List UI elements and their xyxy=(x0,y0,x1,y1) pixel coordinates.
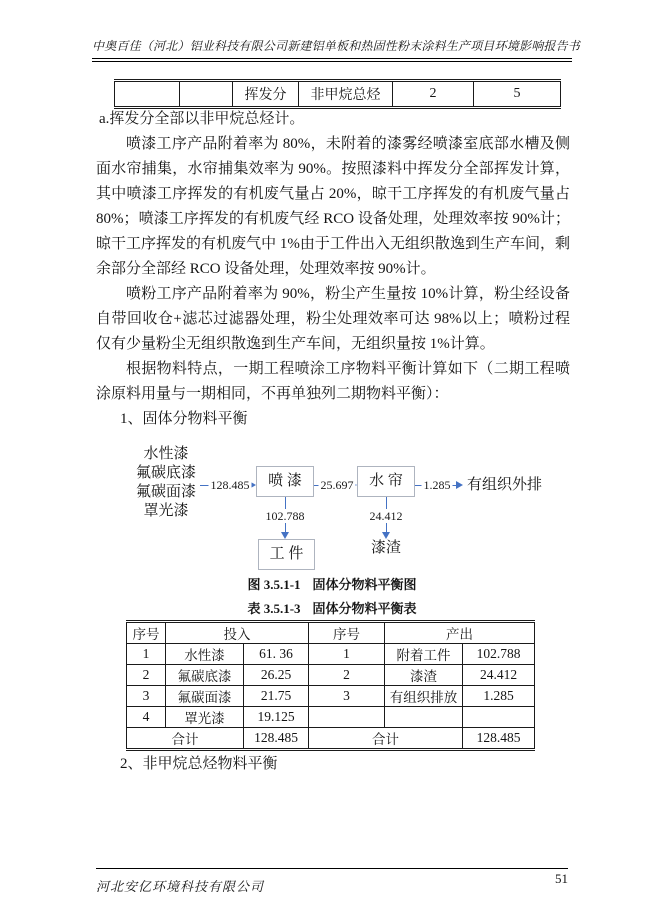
table-caption xyxy=(96,601,568,616)
paragraph-powder-process: 喷粉工序产品附着率为 90%，粉尘产生量按 10%计算，粉尘经设备自带回收仓+滤芯过滤器处理，粉尘处理效率可达 98%以上；喷粉过程仅有少量粉尘无组织散逸到生产车间，无组织量按 1%计算。 xyxy=(96,286,570,352)
input-label-fluorocarbon-topcoat: 氟碳面漆 xyxy=(135,484,196,500)
cell-input-name: 氟碳面漆 xyxy=(166,686,244,707)
organized-outlet-label: 有组织外排 xyxy=(467,477,543,493)
flow-value-organized: 1.285 xyxy=(423,478,451,492)
flow-value-to-residue: 24.412 xyxy=(369,509,403,523)
table-caption-title: 固体分物料平衡表 xyxy=(312,601,417,616)
cell-no-in: 4 xyxy=(127,707,166,728)
header-index-in: 序号 xyxy=(127,622,166,644)
paragraph-spray-process: 喷漆工序产品附着率为 80%，未附着的漆雾经喷漆室底部水槽及侧面水帘捕集，水帘捕集效率为 90%。按照漆料中挥发分全部挥发计算，其中喷漆工序挥发的有机废气量占 20%，晾干工序挥发的有机废气量占 80%；喷漆工序挥发的有机废气经 RCO 设备处理，处理效率按 90%计；晾干工序挥发的有机废气中 1%由于工件出入无组织散逸到生产车间，剩余部分全部经 RCO 设备处理，处理效率按 90%计。 xyxy=(96,136,570,277)
table-row xyxy=(127,707,535,728)
input-label-fluorocarbon-primer: 氟碳底漆 xyxy=(135,465,196,481)
cell-input-value: 21.75 xyxy=(244,686,309,707)
cell-value-2: 5 xyxy=(474,81,561,108)
cell-output-value: 1.285 xyxy=(463,686,535,707)
page-footer xyxy=(96,868,568,909)
cell-no-in: 2 xyxy=(127,665,166,686)
table-row xyxy=(127,686,535,707)
page-header xyxy=(92,37,581,62)
arrow-right-icon xyxy=(456,481,463,489)
residue-label: 漆渣 xyxy=(370,540,402,556)
paragraph-balance-intro: 根据物料特点，一期工程喷涂工序物料平衡计算如下（二期工程喷涂原料用量与一期相同，不再单独列二期物料平衡）： xyxy=(96,361,570,402)
volatiles-table-continued xyxy=(114,79,561,109)
flow-value-to-curtain: 25.697 xyxy=(320,478,354,492)
process-box-spray: 喷 漆 xyxy=(256,466,314,497)
cell-input-value: 19.125 xyxy=(244,707,309,728)
table-header-row xyxy=(127,622,535,644)
cell-output-value: 102.788 xyxy=(463,644,535,665)
cell-no-in: 1 xyxy=(127,644,166,665)
cell-pollutant-category: 挥发分 xyxy=(233,81,299,108)
cell-no-out: 3 xyxy=(309,686,385,707)
diagram-input-labels xyxy=(126,445,206,521)
cell-no-in: 3 xyxy=(127,686,166,707)
cell-output-name: 附着工件 xyxy=(385,644,463,665)
table-row xyxy=(127,665,535,686)
page-number: 51 xyxy=(555,871,568,886)
cell-total-value-out: 128.485 xyxy=(463,728,535,750)
cell-no-out xyxy=(309,707,385,728)
cell-input-value: 26.25 xyxy=(244,665,309,686)
footnote-a: a.挥发分全部以非甲烷总烃计。 xyxy=(99,111,305,127)
section-item-nmhc-balance: 2、非甲烷总烃物料平衡 xyxy=(120,756,278,772)
process-box-workpiece: 工 件 xyxy=(258,539,315,570)
cell-output-name xyxy=(385,707,463,728)
cell-no-out: 2 xyxy=(309,665,385,686)
footer-company: 河北安亿环境科技有限公司 xyxy=(96,879,265,894)
input-label-clearcoat: 罩光漆 xyxy=(143,503,189,519)
cell-output-value: 24.412 xyxy=(463,665,535,686)
figure-caption-number: 图 3.5.1-1 xyxy=(247,577,301,592)
table-caption-number: 表 3.5.1-3 xyxy=(247,601,301,616)
arrow-down-icon xyxy=(281,532,289,539)
cell-output-name: 漆渣 xyxy=(385,665,463,686)
figure-caption xyxy=(96,577,568,592)
cell-output-value xyxy=(463,707,535,728)
arrow-down-icon xyxy=(382,532,390,539)
section-item-solid-balance: 1、固体分物料平衡 xyxy=(120,411,248,427)
cell-empty xyxy=(180,81,233,108)
cell-total-label-out: 合计 xyxy=(309,728,463,750)
table-row xyxy=(127,644,535,665)
flow-value-to-workpiece: 102.788 xyxy=(265,509,305,523)
flow-value-input: 128.485 xyxy=(210,478,250,492)
solid-balance-table xyxy=(126,620,535,751)
cell-pollutant-name: 非甲烷总烃 xyxy=(299,81,393,108)
cell-input-name: 氟碳底漆 xyxy=(166,665,244,686)
input-label-waterpaint: 水性漆 xyxy=(143,446,189,462)
cell-total-label-in: 合计 xyxy=(127,728,244,750)
cell-input-name: 罩光漆 xyxy=(166,707,244,728)
cell-empty xyxy=(115,81,180,108)
cell-no-out: 1 xyxy=(309,644,385,665)
figure-caption-title: 固体分物料平衡图 xyxy=(312,577,417,592)
cell-output-name: 有组织排放 xyxy=(385,686,463,707)
header-output: 产出 xyxy=(385,622,535,644)
table-total-row xyxy=(127,728,535,750)
body-text xyxy=(96,107,570,432)
header-index-out: 序号 xyxy=(309,622,385,644)
cell-total-value-in: 128.485 xyxy=(244,728,309,750)
material-balance-diagram xyxy=(96,440,568,576)
header-input: 投入 xyxy=(166,622,309,644)
cell-input-value: 61. 36 xyxy=(244,644,309,665)
header-title: 中奥百佳（河北）铝业科技有限公司新建铝单板和热固性粉末涂料生产项目环境影响报告书 xyxy=(92,39,581,53)
process-box-water-curtain: 水 帘 xyxy=(357,466,415,497)
cell-value-1: 2 xyxy=(393,81,474,108)
cell-input-name: 水性漆 xyxy=(166,644,244,665)
table-row xyxy=(115,81,561,108)
